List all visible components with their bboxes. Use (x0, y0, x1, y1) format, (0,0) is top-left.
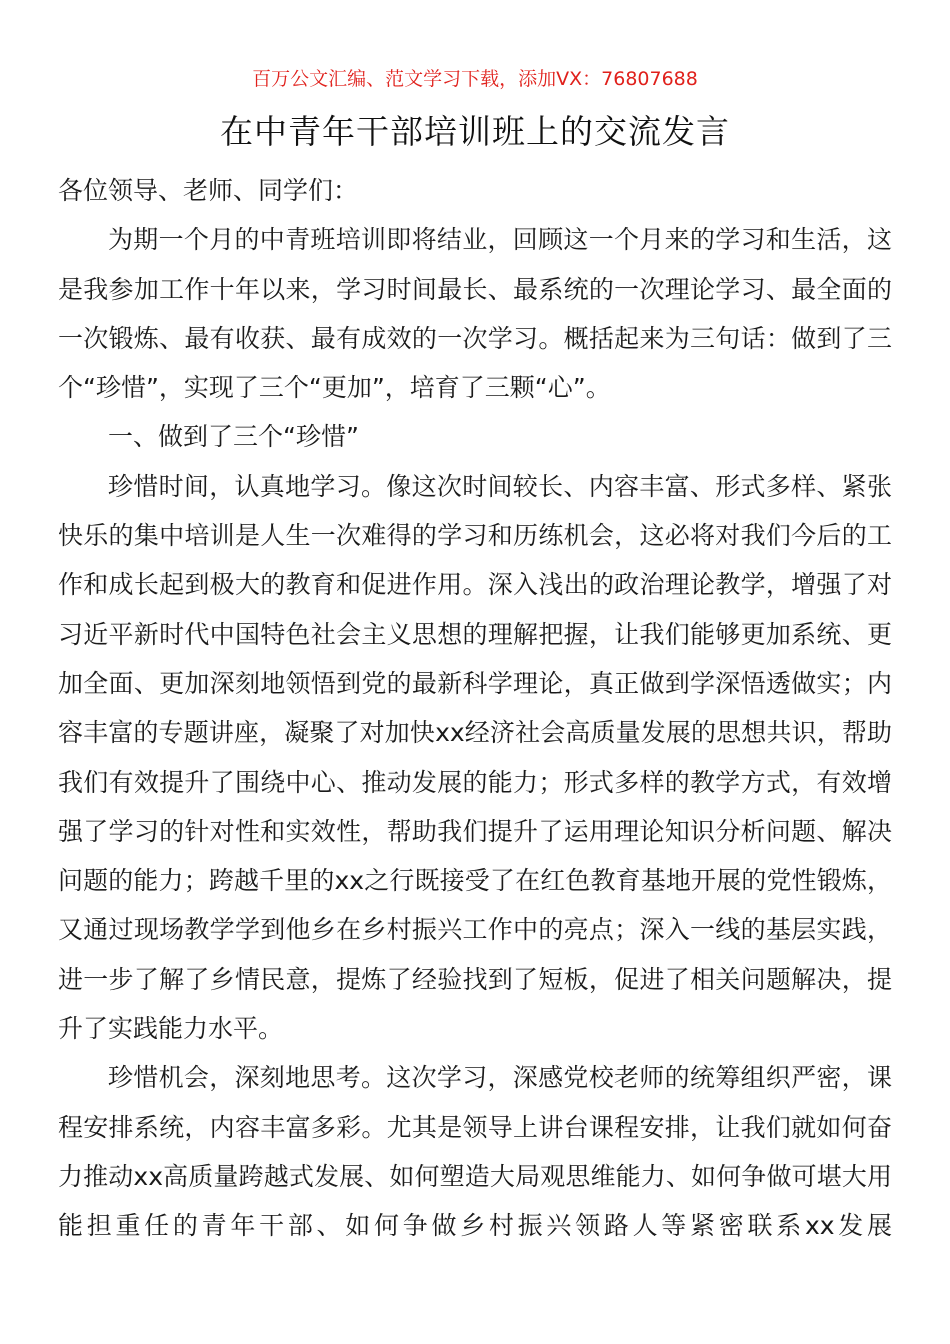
salutation: 各位领导、老师、同学们： (58, 176, 359, 205)
section-heading: 一、做到了三个“珍惜” (108, 422, 359, 452)
paragraph: 为期一个月的中青班培训即将结业，回顾这一个月来的学习和生活，这是我参加工作十年以来，学习时间最长、最系统的一次理论学习、最全面的一次锻炼、最有收获、最有成效的一次学习。概括起来为三句话：做到了三个“珍惜”，实现了三个“更加”，培育了三颗“心”。 (58, 225, 892, 403)
header-note: 百万公文汇编、范文学习下载，添加VX：76807688 (252, 68, 698, 90)
document-body (58, 166, 892, 1251)
paragraph: 珍惜时间，认真地学习。像这次时间较长、内容丰富、形式多样、紧张快乐的集中培训是人生一次难得的学习和历练机会，这必将对我们今后的工作和成长起到极大的教育和促进作用。深入浅出的政治理论教学，增强了对习近平新时代中国特色社会主义思想的理解把握，让我们能够更加系统、更加全面、更加深刻地领悟到党的最新科学理论，真正做到学深悟透做实；内容丰富的专题讲座，凝聚了对加快xx经济社会高质量发展的思想共识，帮助我们有效提升了围绕中心、推动发展的能力；形式多样的教学方式，有效增强了学习的针对性和实效性，帮助我们提升了运用理论知识分析问题、解决问题的能力；跨越千里的xx之行既接受了在红色教育基地开展的党性锻炼，又通过现场教学学到他乡在乡村振兴工作中的亮点；深入一线的基层实践，进一步了解了乡情民意，提炼了经验找到了短板，促进了相关问题解决，提升了实践能力水平。 (58, 471, 892, 1044)
page-title: 在中青年干部培训班上的交流发言 (220, 112, 730, 151)
paragraph: 珍惜机会，深刻地思考。这次学习，深感党校老师的统筹组织严密，课程安排系统，内容丰富多彩。尤其是领导上讲台课程安排，让我们就如何奋力推动xx高质量跨越式发展、如何塑造大局观思维能力、如何争做可堪大用能担重任的青年干部、如何争做乡村振兴领路人等紧密联系xx发展 (58, 1063, 892, 1241)
